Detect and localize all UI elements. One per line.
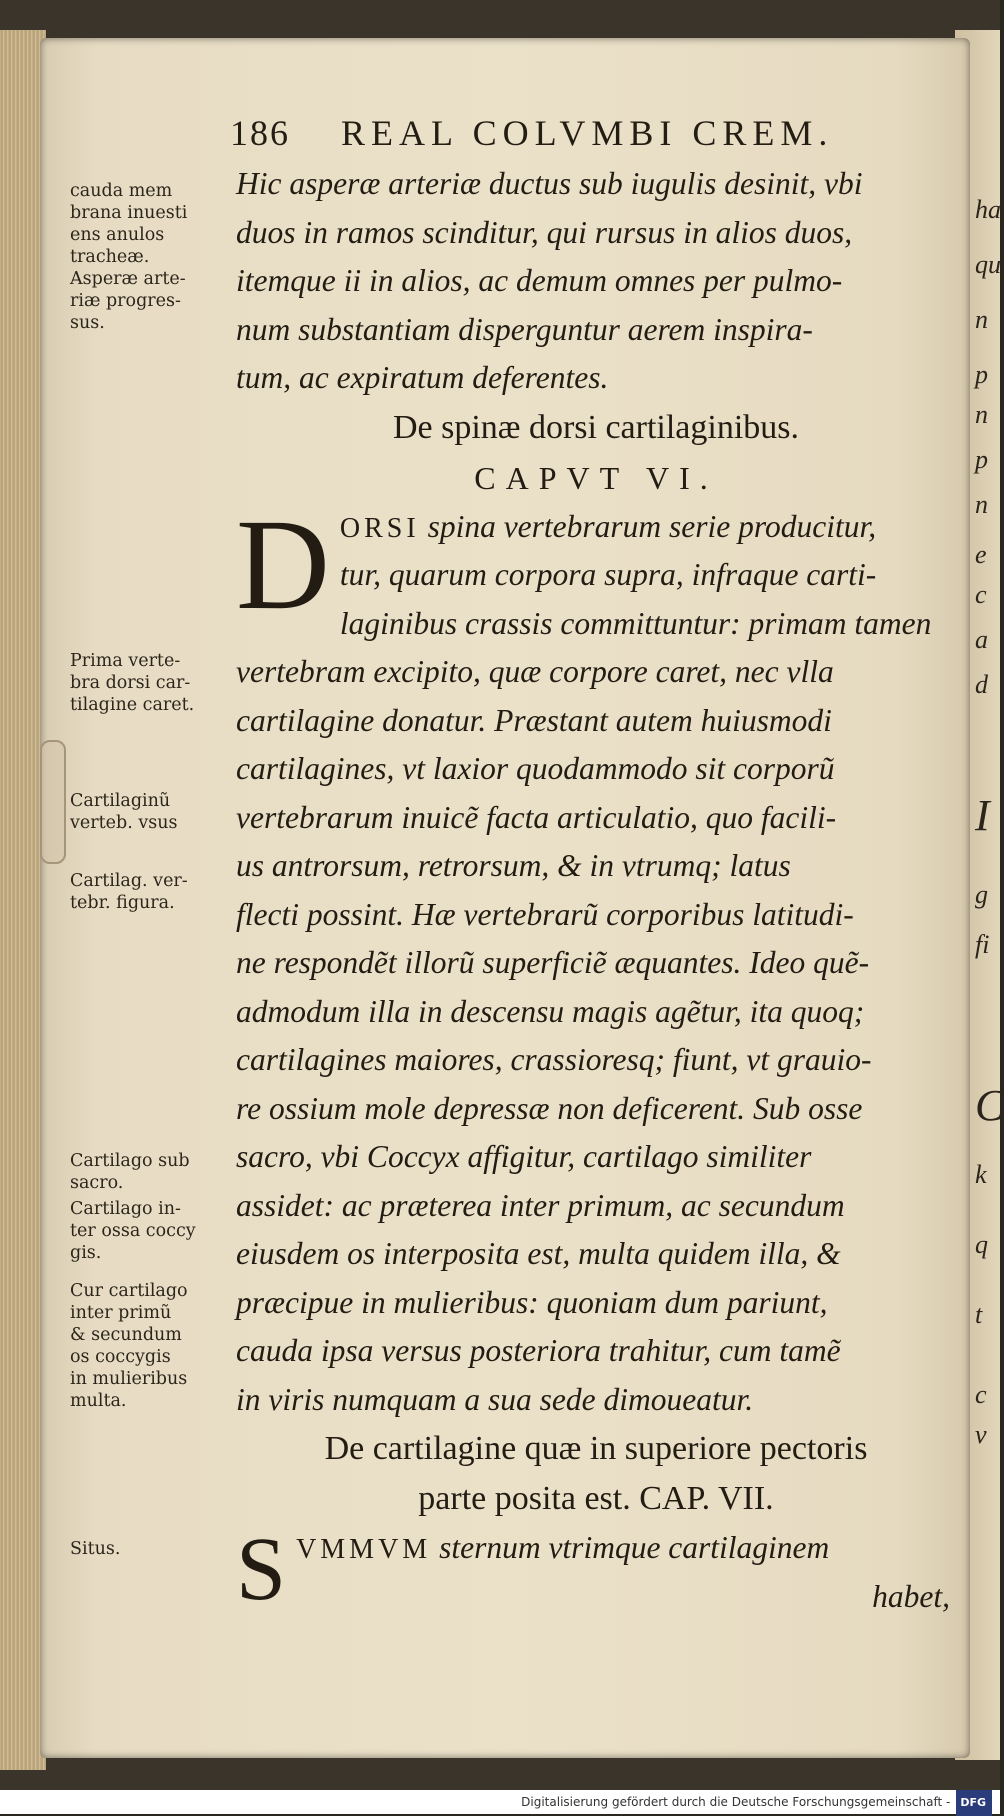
text-line: assidet: ac præterea inter primum, ac secundum — [236, 1187, 845, 1223]
margin-note — [70, 1538, 240, 1560]
chapter-heading: CAPVT VI. — [474, 459, 718, 496]
small-caps-word: ORSI — [339, 512, 420, 544]
page-number: 186 — [230, 113, 290, 153]
chapter-seven-paragraph — [236, 1520, 956, 1621]
text-line: ne respondẽt illorũ superficiẽ æquantes. Ideo quẽ- — [236, 945, 870, 980]
note-line: Cur cartilago — [70, 1281, 188, 1301]
note-line: tilagine caret. — [70, 695, 195, 715]
margin-note — [70, 650, 240, 716]
note-line: & secundum — [70, 1325, 182, 1345]
text-line: præcipue in mulieribus: quoniam dum pariunt, — [236, 1284, 828, 1320]
text-line: Hic asperæ arteriæ ductus sub iugulis desinit, vbi — [236, 166, 863, 201]
margin-note — [70, 180, 240, 334]
note-line: Cartilag. ver- — [70, 871, 188, 891]
facing-page-fragment: ha — [975, 195, 1001, 224]
facing-page-fragment: n — [975, 490, 988, 519]
note-line: inter primũ — [70, 1303, 172, 1323]
margin-note — [70, 1280, 240, 1412]
catchword: habet, — [872, 1578, 950, 1614]
note-line: gis. — [70, 1243, 102, 1263]
facing-page-fragment: g — [975, 880, 988, 909]
facing-page-fragment: n — [975, 400, 988, 429]
text-line: num substantiam disperguntur aerem inspira- — [236, 311, 813, 347]
text-span: sternum vtrimque cartilaginem — [431, 1530, 830, 1565]
note-line: ter ossa coccy — [70, 1221, 196, 1241]
small-caps-word: VMMVM — [296, 1534, 432, 1565]
facing-page-fragment: v — [975, 1420, 987, 1449]
note-line: tracheæ. — [70, 247, 150, 267]
text-line: itemque ii in alios, ac demum omnes per pulmo- — [236, 263, 843, 298]
main-text — [236, 160, 956, 1621]
text-line: flecti possint. Hæ vertebrarũ corporibus latitudi- — [236, 896, 854, 932]
text-line: vertebram excipito, quæ corpore caret, nec vlla — [236, 654, 834, 689]
chapter-heading: parte posita est. CAP. VII. — [418, 1480, 774, 1517]
note-line: verteb. vsus — [70, 813, 178, 833]
facing-page-fragment: c — [975, 1380, 987, 1409]
margin-note — [70, 870, 240, 914]
chapter-six-paragraph — [236, 492, 956, 1425]
text-line: cartilagine donatur. Præstant autem huiusmodi — [236, 702, 832, 738]
facing-page-fragment: I — [975, 791, 990, 840]
drop-capital: S — [236, 1520, 287, 1619]
note-line: Situs. — [70, 1539, 121, 1559]
drop-capital: D — [236, 492, 330, 637]
section-heading: De spinæ dorsi cartilaginibus. — [392, 408, 800, 446]
text-line: re ossium mole depressæ non deficerent. Sub osse — [236, 1090, 863, 1126]
dfg-logo: DFG — [956, 1790, 992, 1816]
note-line: os coccygis — [70, 1347, 171, 1367]
text-line: cartilagines maiores, crassioresq; fiunt, vt grauio- — [236, 1042, 872, 1077]
note-line: Prima verte- — [70, 651, 181, 671]
text-span: spina vertebrarum serie producitur, — [419, 508, 877, 544]
text-line: tum, ac expiratum deferentes. — [236, 360, 609, 395]
text-line: duos in ramos scinditur, qui rursus in alios duos, — [236, 214, 853, 250]
note-line: tebr. figura. — [70, 893, 175, 913]
note-line: bra dorsi car- — [70, 673, 191, 693]
text-line: cauda ipsa versus posteriora trahitur, cum tamẽ — [236, 1333, 841, 1368]
note-line: cauda mem — [70, 181, 173, 201]
page-clip — [40, 740, 66, 864]
text-line: us antrorsum, retrorsum, & in vtrumq; latus — [236, 848, 791, 883]
note-line: ens anulos — [70, 225, 165, 245]
facing-page-fragment: e — [975, 540, 987, 569]
facing-page-fragment: d — [975, 670, 988, 699]
section-heading: De cartilagine quæ in superiore pectoris — [324, 1430, 868, 1467]
facing-page-fragment: p — [975, 445, 988, 474]
facing-page-fragment: fi — [975, 930, 990, 959]
text-line: eiusdem os interposita est, multa quidem illa, & — [236, 1236, 841, 1271]
note-line: Asperæ arte- — [70, 269, 186, 289]
running-title: REAL COLVMBI CREM. — [341, 113, 834, 153]
facing-page-fragment: p — [975, 360, 988, 389]
text-line: admodum illa in descensu magis agẽtur, ita quoq; — [236, 993, 865, 1029]
facing-page-fragment: c — [975, 580, 987, 609]
margin-note — [70, 1150, 240, 1194]
running-head — [230, 112, 833, 154]
note-line: Cartilago sub — [70, 1151, 190, 1171]
facing-page-fragment: qu — [975, 250, 1001, 279]
note-line: Cartilaginũ — [70, 791, 171, 811]
text-line — [236, 503, 956, 552]
text-line: tur, quarum corpora supra, infraque carti- — [339, 557, 877, 592]
margin-note — [70, 790, 240, 834]
note-line: in mulieribus — [70, 1369, 188, 1389]
footer-text: Digitalisierung gefördert durch die Deutsche Forschungsgemeinschaft - — [521, 1795, 951, 1809]
note-line: multa. — [70, 1391, 127, 1411]
facing-page-fragment: q — [975, 1230, 988, 1259]
text-line: sacro, vbi Coccyx affigitur, cartilago similiter — [236, 1139, 812, 1174]
facing-page-fragment: C — [975, 1081, 1004, 1130]
text-line — [236, 1524, 956, 1573]
note-line: Cartilago in- — [70, 1199, 181, 1219]
digitization-footer — [0, 1790, 1000, 1814]
text-line: laginibus crassis committuntur: primam tamen — [339, 605, 932, 641]
note-line: sus. — [70, 313, 105, 333]
note-line: brana inuesti — [70, 203, 188, 223]
facing-page-fragment: a — [975, 625, 988, 654]
facing-page-fragment: n — [975, 305, 988, 334]
margin-note — [70, 1198, 240, 1264]
text-line: in viris numquam a sua sede dimoueatur. — [236, 1381, 754, 1417]
note-line: sacro. — [70, 1173, 124, 1193]
facing-page-fragment: k — [975, 1160, 987, 1189]
text-line: cartilagines, vt laxior quodammodo sit corporũ — [236, 751, 835, 786]
text-line: vertebrarum inuicẽ facta articulatio, quo facili- — [236, 799, 837, 835]
note-line: riæ progres- — [70, 291, 181, 311]
facing-page-fragment: t — [975, 1300, 983, 1329]
